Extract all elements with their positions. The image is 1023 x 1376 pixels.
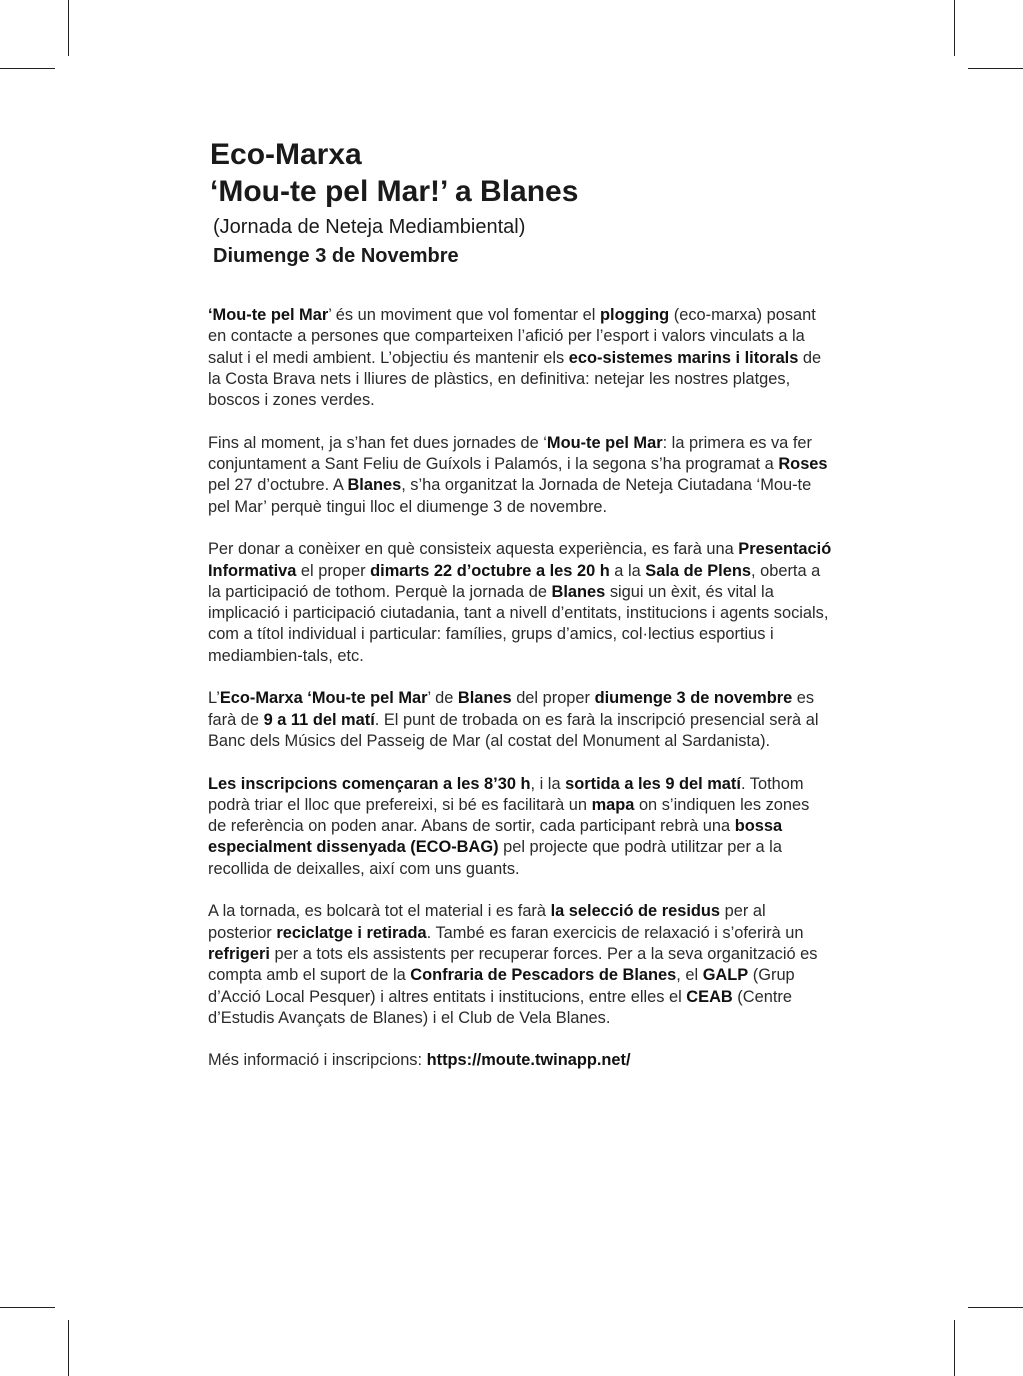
paragraph-presentation: Per donar a conèixer en què consisteix aquesta experiència, es farà una Presentació Informativa el proper dimarts 22 d’octubre a les 20 h a la Sala de Plens, oberta a la participació de tothom. Perquè la jornada de Blanes sigui un èxit, és vital la implicació i participació ciutadania, tant a nivell d’entitats, institucions i agents socials, com a títol individual i particular: famílies, grups d’amics, col·lectius esportius i mediambien-tals, etc. bbox=[208, 540, 832, 665]
bold-text: mapa bbox=[591, 795, 635, 814]
bold-text: diumenge 3 de novembre bbox=[594, 689, 793, 708]
bold-text: Blanes bbox=[347, 476, 402, 495]
bold-text: Mou-te pel Mar bbox=[546, 433, 663, 452]
bold-text: reciclatge i retirada bbox=[276, 923, 427, 942]
bold-text: Les inscripcions començaran a les 8’30 h bbox=[208, 774, 531, 793]
bold-text: Blanes bbox=[457, 689, 512, 708]
crop-mark-bottom-right-horizontal bbox=[968, 1307, 1023, 1308]
paragraph-registration: Les inscripcions començaran a les 8’30 h, i la sortida a les 9 del matí. Tothom podrà triar el lloc que prefereixi, si bé es facilitarà un mapa on s’indiquen les zones de referència on poden anar. Abans de sortir, cada participant rebrà una bossa especialment dissenyada (ECO-BAG) pel projecte que podrà utilitzar per a la recollida de deixalles, així com uns guants. bbox=[208, 774, 810, 878]
subtitle: (Jornada de Neteja Mediambiental) bbox=[213, 216, 526, 238]
title-line-2: ‘Mou-te pel Mar!’ a Blanes bbox=[210, 175, 579, 208]
bold-text: Presentació Informativa bbox=[208, 540, 832, 580]
paragraph-previous-events: Fins al moment, ja s’han fet dues jornades de ‘Mou-te pel Mar: la primera es va fer conjuntament a Sant Feliu de Guíxols i Palamós, i la segona s’ha programat a Roses pel 27 d’octubre. A Blanes, s’ha organitzat la Jornada de Neteja Ciutadana ‘Mou-te pel Mar’ perquè tingui lloc el diumenge 3 de novembre. bbox=[208, 433, 828, 516]
bold-text: ‘Mou-te pel Mar bbox=[208, 306, 329, 324]
bold-text: Roses bbox=[778, 455, 828, 474]
bold-text: la selecció de residus bbox=[550, 902, 721, 921]
bold-text: dimarts 22 d’octubre a les 20 h bbox=[370, 561, 610, 580]
crop-mark-top-right-horizontal bbox=[968, 68, 1023, 69]
title-line-1: Eco-Marxa bbox=[210, 138, 362, 171]
paragraph-event-details: L’Eco-Marxa ‘Mou-te pel Mar’ de Blanes del proper diumenge 3 de novembre es farà de 9 a 11 del matí. El punt de trobada on es farà la inscripció presencial serà al Banc dels Músics del Passeig de Mar (al costat del Monument al Sardanista). bbox=[208, 689, 819, 750]
bold-text: GALP bbox=[702, 966, 749, 985]
paragraph-more-info: Més informació i inscripcions: https://moute.twinapp.net/ bbox=[208, 1051, 631, 1070]
crop-mark-top-left-vertical bbox=[68, 0, 69, 56]
bold-text: sortida a les 9 del matí bbox=[565, 774, 741, 793]
crop-mark-bottom-left-vertical bbox=[68, 1320, 69, 1376]
crop-mark-bottom-left-horizontal bbox=[0, 1307, 55, 1308]
bold-text: eco-sistemes marins i litorals bbox=[568, 348, 799, 367]
paragraph-return: A la tornada, es bolcarà tot el material i es farà la selecció de residus per al posterior reciclatge i retirada. També es faran exercicis de relaxació i s’oferirà un refrigeri per a tots els assistents per recuperar forces. Per a la seva organització es compta amb el suport de la Confraria de Pescadors de Blanes, el GALP (Grup d’Acció Local Pesquer) i altres entitats i institucions, entre elles el CEAB (Centre d’Estudis Avançats de Blanes) i el Club de Vela Blanes. bbox=[208, 902, 818, 1027]
article-body bbox=[208, 305, 832, 1093]
bold-text: Blanes bbox=[551, 582, 606, 601]
bold-text: plogging bbox=[600, 306, 670, 324]
paragraph-intro: ‘Mou-te pel Mar’ és un moviment que vol fomentar el plogging (eco-marxa) posant en contacte a persones que comparteixen l’afició per l’esport i valors vinculats a la salut i el medi ambient. L’objectiu és mantenir els eco-sistemes marins i litorals de la Costa Brava nets i lliures de plàstics, en definitiva: netejar les nostres platges, boscos i zones verdes. bbox=[208, 306, 822, 410]
bold-text: bossa especialment dissenyada (ECO-BAG) bbox=[208, 817, 783, 857]
crop-mark-top-right-vertical bbox=[954, 0, 955, 56]
bold-text: refrigeri bbox=[208, 944, 270, 963]
bold-text: Eco-Marxa ‘Mou-te pel Mar bbox=[219, 689, 428, 708]
crop-mark-bottom-right-vertical bbox=[954, 1320, 955, 1376]
bold-text: Confraria de Pescadors de Blanes bbox=[410, 966, 677, 985]
bold-text: https://moute.twinapp.net/ bbox=[426, 1051, 631, 1070]
bold-text: 9 a 11 del matí bbox=[263, 710, 375, 729]
bold-text: Sala de Plens bbox=[645, 561, 751, 580]
document-title bbox=[210, 136, 578, 210]
event-date: Diumenge 3 de Novembre bbox=[213, 245, 459, 267]
crop-mark-top-left-horizontal bbox=[0, 68, 55, 69]
bold-text: CEAB bbox=[686, 987, 733, 1006]
